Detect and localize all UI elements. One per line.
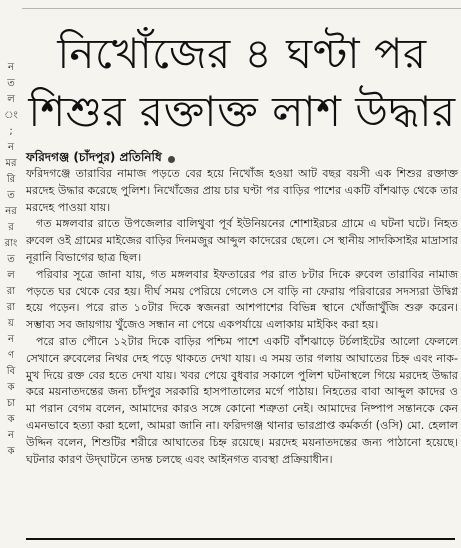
fragment-char: য়: [8, 318, 14, 329]
fragment-char: ন: [8, 334, 14, 345]
headline: [28, 25, 455, 141]
fragment-char: ত: [7, 78, 15, 89]
fragment-char: ণ: [7, 350, 15, 361]
fragment-char: ;: [9, 126, 13, 137]
fragment-char: ত: [7, 190, 15, 201]
article-body: [26, 166, 458, 468]
fragment-char: ক: [7, 382, 15, 393]
fragment-char: রি: [6, 174, 16, 185]
fragment-char: ত: [7, 254, 15, 265]
fragment-char: রা: [6, 302, 16, 313]
fragment-char: র: [8, 222, 14, 233]
fragment-char: ল: [7, 94, 15, 105]
headline-block: [26, 18, 458, 148]
fragment-char: ল: [7, 270, 15, 281]
fragment-char: রাং: [4, 238, 18, 249]
adjacent-column-fragment: [0, 60, 22, 548]
article-paragraph: গত মঙ্গলবার রাতে উপজেলার বালিথুবা পূর্ব ইউনিয়নের শোশাইরচর গ্রামে এ ঘটনা ঘটে। নিহত রুবেল ওই গ্রামের মাইজের বাড়ির দিনমজুর আব্দুল কাদেরের ছেলে। সে স্থানীয় সাদকিসাইর মাদ্রাসার নূরানি বিভাগের ছাত্র ছিল।: [26, 217, 458, 264]
article-paragraph: ফরিদগঞ্জে তারাবির নামাজ পড়তে বের হয়ে নিখোঁজ হওয়া আট বছর বয়সী এক শিশুর রক্তাক্ত মরদেহ উদ্ধার করেছে পুলিশ। নিখোঁজের প্রায় চার ঘণ্টা পর বাড়ির পাশের একটি বাঁশঝাড় থেকে তার মরদেহ পাওয়া যায়।: [26, 167, 458, 214]
fragment-char: বি: [6, 366, 16, 377]
article-paragraph: পরে রাত পৌনে ১২টার দিকে বাড়ির পশ্চিম পাশে একটি বাঁশঝাড়ে টর্চলাইটের আলো ফেললে সেখানে রুবেলের নিথর দেহ পড়ে থাকতে দেখা যায়। এ সময় তার গলায় আঘাতের চিহ্ন এবং নাক-মুখ দিয়ে রক্ত বের হতে দেখা যায়। খবর পেয়ে বুধবার সকালে পুলিশ ঘটনাস্থলে গিয়ে মরদেহ উদ্ধার করে ময়নাতদন্তের জন্য চাঁদপুর সরকারি হাসপাতালের মর্গে পাঠায়। নিহতের বাবা আব্দুল কাদের ও মা পরান বেগম বলেন, আমাদের কারও সঙ্গে কোনো শত্রুতা নেই। আমাদের নিষ্পাপ সন্তানকে কেন এমনভাবে হত্যা করা হলো, আমরা জানি না। ফরিদগঞ্জ থানার ভারপ্রাপ্ত কর্মকর্তা (ওসি) মো. হেলাল উদ্দিন বলেন, শিশুটির শরীরে আঘাতের চিহ্ন রয়েছে। মরদেহ ময়নাতদন্তের জন্য পাঠানো হয়েছে। ঘটনার কারণ উদ্‌ঘাটনে তদন্ত চলছে এবং আইনগত ব্যবস্থা প্রক্রিয়াধীন।: [26, 334, 458, 466]
fragment-char: চা: [6, 398, 16, 409]
byline-text: ফরিদগঞ্জ (চাঁদপুর) প্রতিনিধি: [26, 150, 162, 164]
headline-line-2: শিশুর রক্তাক্ত লাশ উদ্ধার: [28, 87, 456, 136]
fragment-char: ন: [8, 430, 14, 441]
fragment-char: ন: [8, 62, 14, 73]
bullet-dot-icon: [168, 156, 175, 163]
fragment-char: মর: [5, 158, 17, 169]
article-paragraph: পরিবার সূত্রে জানা যায়, গত মঙ্গলবার ইফতারের পর রাত ৮টার দিকে রুবেল তারাবির নামাজ পড়তে ঘর থেকে বের হয়। দীর্ঘ সময় পেরিয়ে গেলেও সে বাড়ি না ফেরায় পরিবারের সদস্যরা উদ্বিগ্ন হয়ে পড়েন। পরে রাত ১০টার দিকে স্বজনরা আশপাশের বিভিন্ন স্থানে খোঁজাখুঁজি শুরু করেন। সম্ভাব্য সব জায়গায় খুঁজেও সন্ধান না পেয়ে একপর্যায়ে এলাকায় মাইকিং করা হয়।: [26, 267, 458, 332]
top-rule: [22, 8, 461, 9]
headline-line-1: নিখোঁজের ৪ ঘণ্টা পর: [57, 29, 427, 78]
fragment-char: নর: [5, 206, 17, 217]
fragment-char: ক: [7, 414, 15, 425]
fragment-char: রা: [6, 286, 16, 297]
fragment-char: ন: [8, 142, 14, 153]
fragment-char: ক: [7, 446, 15, 457]
fragment-char: ং: [4, 110, 18, 121]
bottom-rule: [26, 538, 455, 548]
